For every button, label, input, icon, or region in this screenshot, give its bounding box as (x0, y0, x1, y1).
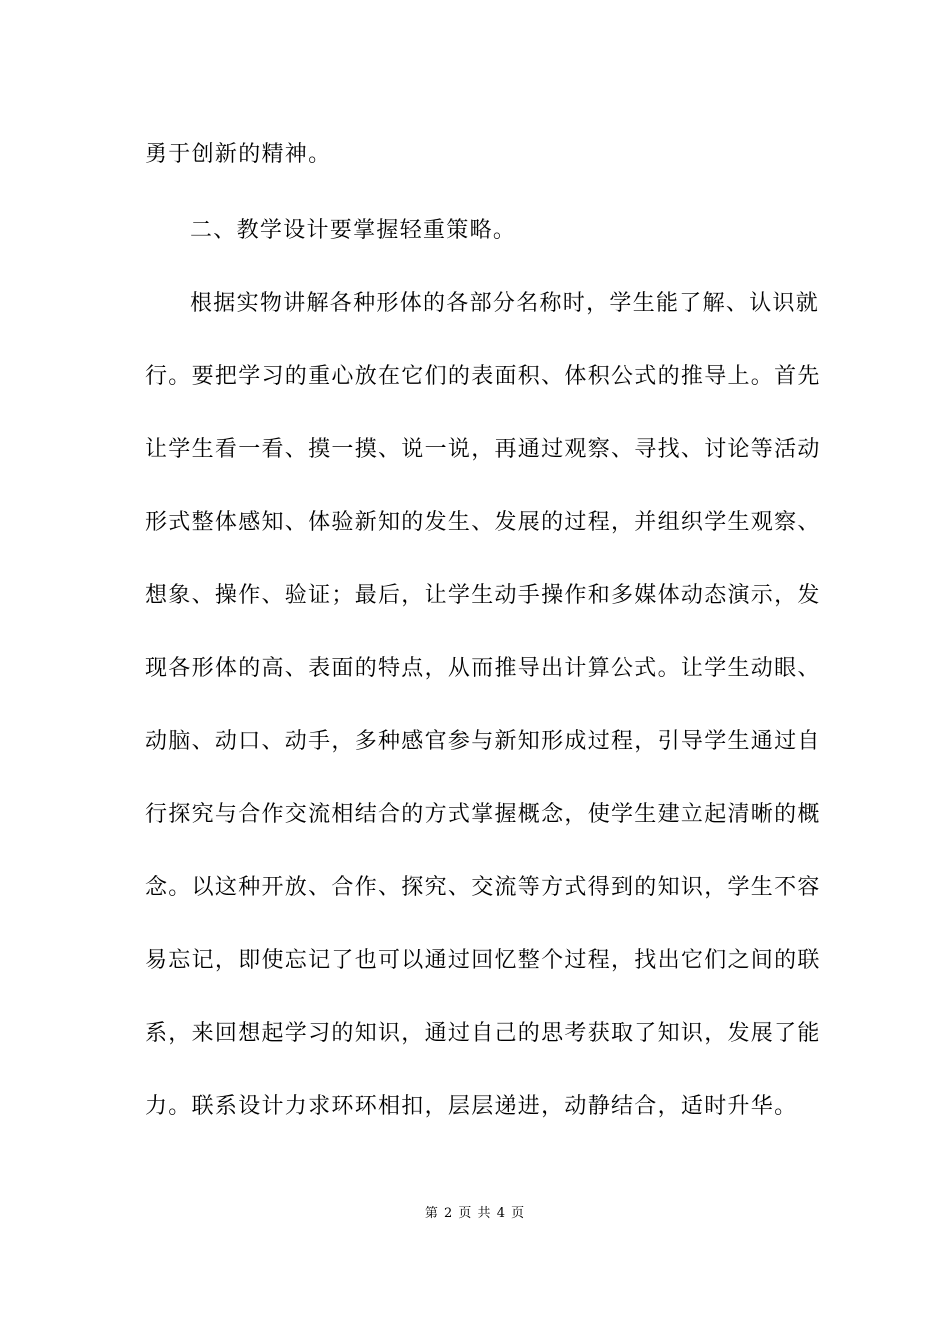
text-line: 想象、操作、验证；最后，让学生动手操作和多媒体动态演示，发 (145, 583, 821, 608)
text-line: 系，来回想起学习的知识，通过自己的思考获取了知识，发展了能 (145, 1021, 821, 1046)
text-line: 念。以这种开放、合作、探究、交流等方式得到的知识，学生不容 (145, 875, 821, 900)
text-line: 力。联系设计力求环环相扣，层层递进，动静结合，适时升华。 (145, 1094, 798, 1119)
page-number-footer (0, 1204, 950, 1224)
text-line: 行。要把学习的重心放在它们的表面积、体积公式的推导上。首先 (145, 364, 821, 389)
text-line: 根据实物讲解各种形体的各部分名称时，学生能了解、认识就 (190, 291, 820, 316)
text-line: 行探究与合作交流相结合的方式掌握概念，使学生建立起清晰的概 (145, 802, 821, 827)
text-line: 形式整体感知、体验新知的发生、发展的过程，并组织学生观察、 (145, 510, 821, 535)
section-heading: 二、教学设计要掌握轻重策略。 (190, 218, 517, 243)
page-number-label: 第 2 页 共 4 页 (424, 1206, 526, 1221)
text-line: 易忘记，即使忘记了也可以通过回忆整个过程，找出它们之间的联 (145, 948, 821, 973)
text-line: 让学生看一看、摸一摸、说一说，再通过观察、寻找、讨论等活动 (145, 437, 821, 462)
text-line: 动脑、动口、动手，多种感官参与新知形成过程，引导学生通过自 (145, 729, 821, 754)
text-line: 现各形体的高、表面的特点，从而推导出计算公式。让学生动眼、 (145, 656, 821, 681)
text-line: 勇于创新的精神。 (145, 142, 332, 167)
